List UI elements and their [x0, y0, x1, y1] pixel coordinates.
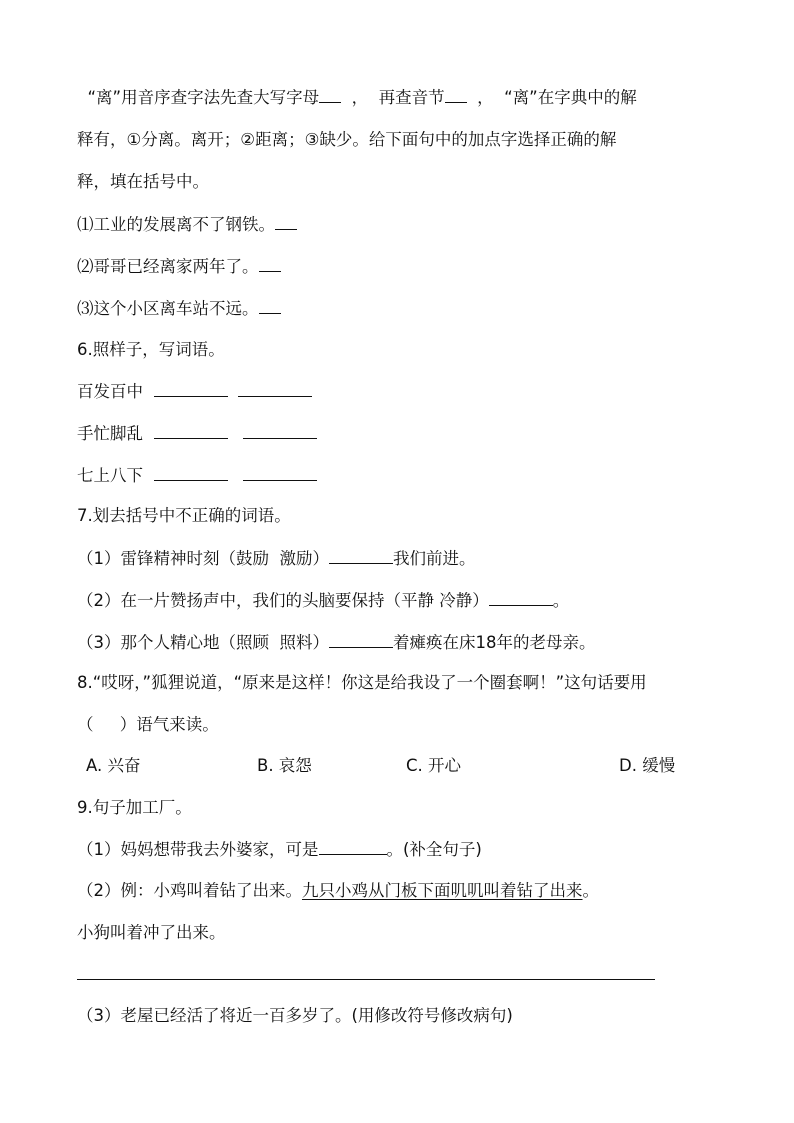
- q9-item-1-text: （1）妈妈想带我去外婆家，可是: [77, 840, 319, 859]
- q7-item-2-tail: 。: [552, 591, 570, 610]
- q5-item-2-blank[interactable]: [259, 255, 281, 272]
- intro-line-3: 释，填在括号中。: [77, 172, 209, 191]
- q6-row-3-blank-1[interactable]: [154, 464, 228, 481]
- q5-item-1-text: ⑴工业的发展离不了钢铁。: [77, 215, 275, 234]
- intro-text-c: 再查音节: [378, 88, 445, 107]
- q9-item-1: [77, 838, 482, 861]
- q9-item-2-example: （2）例：小鸡叫着钻了出来。: [77, 881, 302, 900]
- q7-item-3: [77, 631, 596, 654]
- q9-item-1-blank[interactable]: [319, 838, 387, 855]
- q7-title: 7.划去括号中不正确的词语。: [77, 506, 291, 525]
- q9-item-2: [77, 880, 599, 902]
- intro-text-a: “离”用音序查字法先查大写字母: [87, 88, 320, 107]
- q6-row-2-word: 手忙脚乱: [77, 424, 143, 443]
- q5-item-3-blank[interactable]: [259, 297, 281, 314]
- q6-row-1-blank-1[interactable]: [154, 380, 228, 397]
- q8-question-line-2: （ ）语气来读。: [77, 715, 219, 734]
- intro-text-e: “离”在字典中的解: [504, 88, 637, 107]
- q8-question-line-1: 8.“哎呀，”狐狸说道，“原来是这样！你这是给我设了一个圈套啊！”这句话要用: [77, 673, 647, 692]
- q7-item-3-text: （3）那个人精心地（照顾 照料）: [77, 633, 329, 652]
- q7-item-3-tail: 着瘫痪在床18年的老母亲。: [393, 633, 596, 652]
- q7-item-1: [77, 547, 476, 570]
- q7-item-2-blank[interactable]: [489, 589, 553, 606]
- q7-item-1-text: （1）雷锋精神时刻（鼓励 激励）: [77, 549, 329, 568]
- q8-option-a[interactable]: A. 兴奋: [86, 756, 141, 775]
- q6-row-3-word: 七上八下: [77, 466, 143, 485]
- q5-item-2: [77, 255, 281, 278]
- q7-item-3-blank[interactable]: [329, 631, 393, 648]
- q7-item-2: [77, 589, 569, 612]
- q5-item-3: [77, 297, 281, 320]
- q6-row-3-blank-2[interactable]: [243, 464, 317, 481]
- q9-item-3: （3）老屋已经活了将近一百多岁了。(用修改符号修改病句): [77, 1006, 513, 1025]
- q6-title: 6.照样子，写词语。: [77, 340, 225, 359]
- intro-line-2: 释有，①分离。离开；②距离；③缺少。给下面句中的加点字选择正确的解: [77, 130, 617, 149]
- intro-comma-2: ，: [477, 88, 494, 107]
- q5-item-1: [77, 213, 297, 236]
- q5-item-2-text: ⑵哥哥已经离家两年了。: [77, 257, 259, 276]
- q6-row-2-blank-2[interactable]: [243, 422, 317, 439]
- q9-item-2-period: 。: [582, 881, 599, 900]
- q5-item-1-blank[interactable]: [275, 213, 297, 230]
- q8-option-c[interactable]: C. 开心: [406, 756, 462, 775]
- intro-line-1: [77, 86, 637, 109]
- q7-item-1-blank[interactable]: [329, 547, 393, 564]
- q9-answer-line[interactable]: [77, 979, 655, 980]
- q9-item-2-underlined-example: 九只小鸡从门板下面叽叽叫着钻了出来: [302, 881, 583, 900]
- q6-row-2-blank-1[interactable]: [154, 422, 228, 439]
- q5-item-3-text: ⑶这个小区离车站不远。: [77, 299, 259, 318]
- q8-option-d[interactable]: D. 缓慢: [619, 756, 676, 775]
- q6-row-2: [77, 422, 317, 445]
- q6-row-1-word: 百发百中: [77, 382, 143, 401]
- answer-blank-letter[interactable]: [319, 86, 341, 103]
- q6-row-1-blank-2[interactable]: [238, 380, 312, 397]
- q9-title: 9.句子加工厂。: [77, 798, 192, 817]
- q7-item-2-text: （2）在一片赞扬声中，我们的头脑要保持（平静 冷静）: [77, 591, 489, 610]
- answer-blank-syllable[interactable]: [445, 86, 467, 103]
- q7-item-1-tail: 我们前进。: [393, 549, 476, 568]
- q8-option-b[interactable]: B. 哀怨: [257, 756, 312, 775]
- q9-item-2-prompt: 小狗叫着冲了出来。: [77, 923, 226, 942]
- q6-row-3: [77, 464, 317, 487]
- q9-item-1-tail: 。(补全句子): [386, 840, 482, 859]
- q6-row-1: [77, 380, 312, 403]
- intro-comma-1: ，: [351, 88, 369, 107]
